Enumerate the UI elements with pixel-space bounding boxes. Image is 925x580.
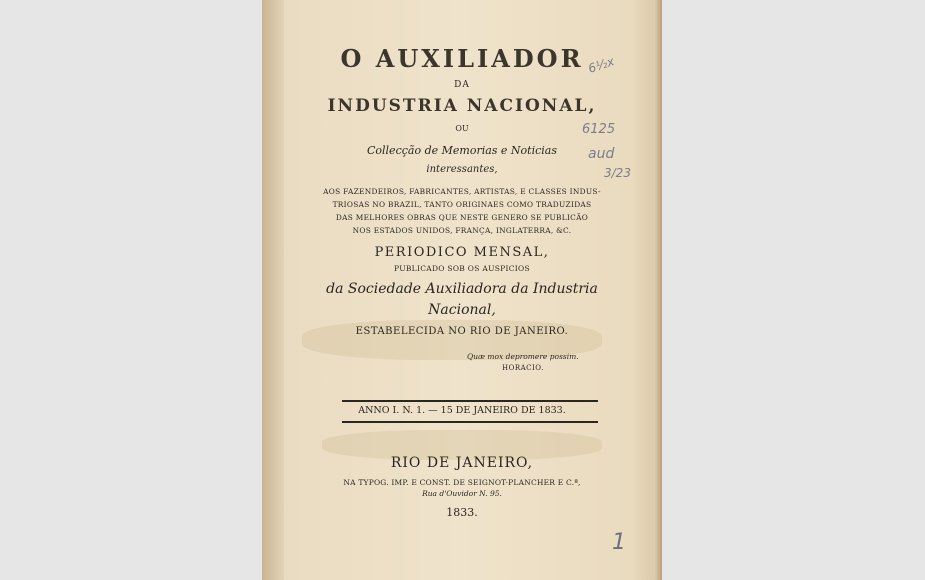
divider-rule — [342, 400, 598, 402]
society-line-2: Nacional, — [428, 302, 496, 318]
printer-line: NA TYPOG. IMP. E CONST. DE SEIGNOT-PLANCHER E C.ª, — [343, 478, 581, 487]
city-line: RIO DE JANEIRO, — [390, 455, 534, 471]
title-connector-da: DA — [454, 80, 470, 90]
collection-line: Collecção de Memorias e Noticias — [366, 144, 557, 157]
interesting-line: interessantes, — [426, 164, 498, 175]
description-line: DAS MELHORES OBRAS QUE NESTE GENERO SE PUBLICÃO — [335, 213, 589, 222]
handwritten-note: 6125 — [582, 122, 616, 137]
handwritten-note: aud — [588, 146, 615, 162]
divider-rule — [342, 421, 598, 423]
title-page-content — [262, 0, 662, 580]
handwritten-note: 3/23 — [604, 166, 631, 180]
epigraph-quote: Quæ mox depromere possim. — [467, 352, 579, 361]
auspices-line: PUBLICADO SOB OS AUSPICIOS — [394, 264, 530, 273]
description-line: TRIOSAS NO BRAZIL, TANTO ORIGINAES COMO TRADUZIDAS — [332, 200, 592, 209]
title-connector-ou: OU — [455, 124, 469, 133]
epigraph-author: HORACIO. — [502, 364, 544, 372]
book-page — [262, 0, 662, 580]
address-line: Rua d'Ouvidor N. 95. — [422, 489, 502, 498]
established-line: ESTABELECIDA NO RIO DE JANEIRO. — [355, 326, 569, 337]
handwritten-note: 6½x — [586, 54, 616, 76]
society-line: da Sociedade Auxiliadora da Industria — [326, 281, 598, 297]
description-line: NOS ESTADOS UNIDOS, FRANÇA, INGLATERRA, &C. — [352, 226, 572, 235]
journal-subtitle: INDUSTRIA NACIONAL, — [327, 96, 597, 116]
issue-line: ANNO I. N. 1. — 15 DE JANEIRO DE 1833. — [358, 405, 566, 416]
journal-title: O AUXILIADOR — [340, 44, 584, 73]
description-line: AOS FAZENDEIROS, FABRICANTES, ARTISTAS, E CLASSES INDUS- — [323, 187, 601, 196]
periodical-line: PERIODICO MENSAL, — [374, 245, 550, 260]
year-line: 1833. — [446, 506, 478, 519]
handwritten-page-number: 1 — [612, 530, 626, 555]
